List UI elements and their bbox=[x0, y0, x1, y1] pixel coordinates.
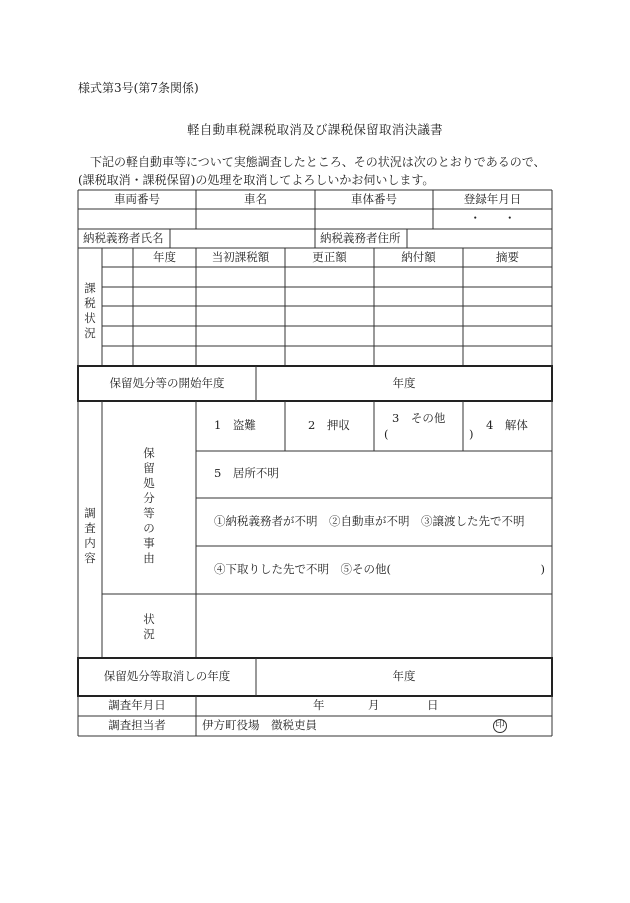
reason-dismantled: 4 解体 bbox=[486, 418, 528, 432]
reason-seizure: 2 押収 bbox=[308, 418, 350, 432]
reason-other: 3 その他 bbox=[392, 411, 446, 425]
reason-theft: 1 盗難 bbox=[214, 418, 256, 432]
seal-mark: 印 bbox=[495, 720, 505, 730]
document-title: 軽自動車税課税取消及び課税保留取消決議書 bbox=[186, 122, 443, 137]
surveyor-value: 伊方町役場 徴税吏員 bbox=[202, 718, 317, 732]
header-registration-date: 登録年月日 bbox=[463, 192, 522, 206]
header-body-number: 車体番号 bbox=[351, 192, 397, 206]
surveyor-label: 調査担当者 bbox=[108, 718, 166, 732]
reason-label: 保留処分等の事由 bbox=[143, 446, 155, 565]
reason-whereabouts-unknown: 5 居所不明 bbox=[214, 466, 279, 480]
col-fiscal-year: 年度 bbox=[153, 250, 176, 264]
registration-date-dots: ・ ・ bbox=[469, 211, 516, 225]
status-label: 状況 bbox=[143, 612, 155, 641]
taxpayer-address-label: 納税義務者住所 bbox=[320, 231, 401, 245]
taxpayer-name-label: 納税義務者氏名 bbox=[83, 231, 164, 245]
hold-cancel-label: 保留処分等取消しの年度 bbox=[103, 669, 231, 683]
survey-date-day: 日 bbox=[427, 698, 439, 712]
form-number: 様式第3号(第7条関係) bbox=[78, 81, 199, 95]
investigation-label: 調査内容 bbox=[84, 506, 96, 565]
header-vehicle-name: 車名 bbox=[244, 192, 267, 206]
sub-reasons-line-2: ④下取りした先で不明 ⑤その他( ) bbox=[214, 562, 545, 576]
hold-cancel-unit: 年度 bbox=[392, 669, 416, 683]
intro-text: 下記の軽自動車等について実態調査したところ、その状況は次のとおりであるので、(課税取消・課税保留)の処理を取消してよろしいかお伺いします。 bbox=[78, 155, 546, 187]
survey-date-year: 年 bbox=[313, 698, 325, 712]
col-remarks: 摘要 bbox=[496, 250, 519, 264]
tax-status-label: 課税状況 bbox=[84, 281, 96, 340]
survey-date-month: 月 bbox=[368, 698, 380, 712]
col-corrected-amount: 更正額 bbox=[312, 250, 347, 264]
col-paid-amount: 納付額 bbox=[401, 250, 436, 264]
hold-start-label: 保留処分等の開始年度 bbox=[109, 376, 225, 390]
sub-reasons-line-1: ①納税義務者が不明 ②自動車が不明 ③譲渡した先で不明 bbox=[214, 514, 525, 528]
col-initial-tax: 当初課税額 bbox=[211, 250, 270, 264]
hold-start-unit: 年度 bbox=[392, 376, 416, 390]
reason-other-paren: ( ) bbox=[384, 427, 474, 441]
header-vehicle-number: 車両番号 bbox=[114, 192, 160, 206]
survey-date-label: 調査年月日 bbox=[108, 698, 166, 712]
